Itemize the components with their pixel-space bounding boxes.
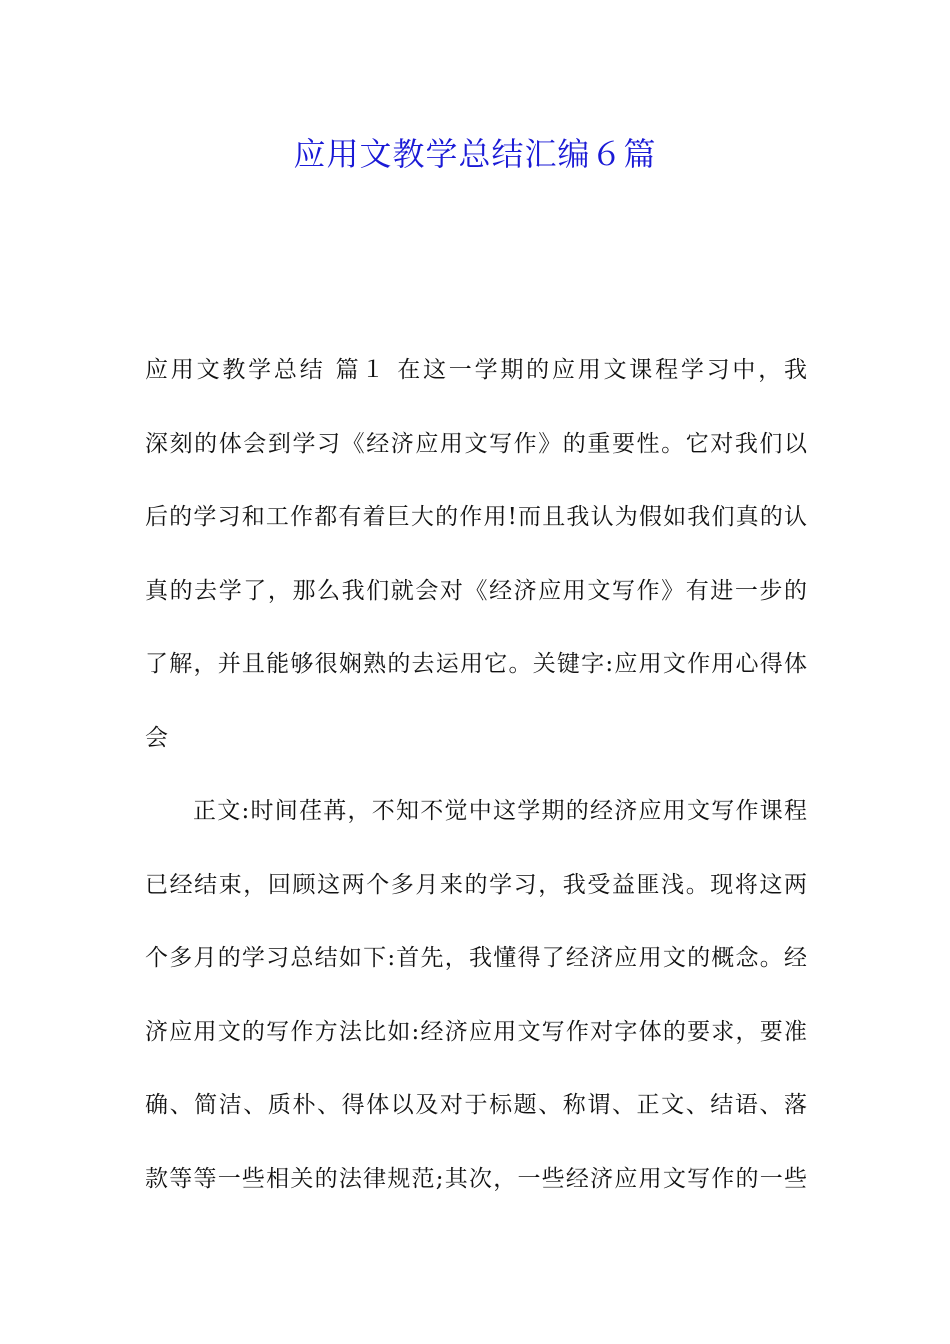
body-line: 已经结束，回顾这两个多月来的学习，我受益匪浅。现将这两 [145,871,807,898]
body-line: 个多月的学习总结如下:首先，我懂得了经济应用文的概念。经 [145,945,807,971]
body-line: 深刻的体会到学习《经济应用文写作》的重要性。它对我们以 [145,430,807,457]
body-line: 应用文教学总结 篇１ 在这一学期的应用文课程学习中，我 [145,357,807,383]
body-line: 后的学习和工作都有着巨大的作用!而且我认为假如我们真的认 [145,504,807,530]
body-line: 济应用文的写作方法比如:经济应用文写作对字体的要求，要准 [145,1018,807,1045]
body-line: 了解，并且能够很娴熟的去运用它。关键字:应用文作用心得体 [145,651,807,677]
document-title: 应用文教学总结汇编６篇 [293,135,657,173]
document-body [145,334,807,1216]
body-line: 会 [145,724,168,751]
body-line: 真的去学了，那么我们就会对《经济应用文写作》有进一步的 [145,577,807,604]
body-line: 款等等一些相关的法律规范;其次，一些经济应用文写作的一些 [145,1165,807,1192]
body-line: 确、简洁、质朴、得体以及对于标题、称谓、正文、结语、落 [145,1092,807,1118]
body-line: 正文:时间荏苒，不知不觉中这学期的经济应用文写作课程 [193,798,807,824]
